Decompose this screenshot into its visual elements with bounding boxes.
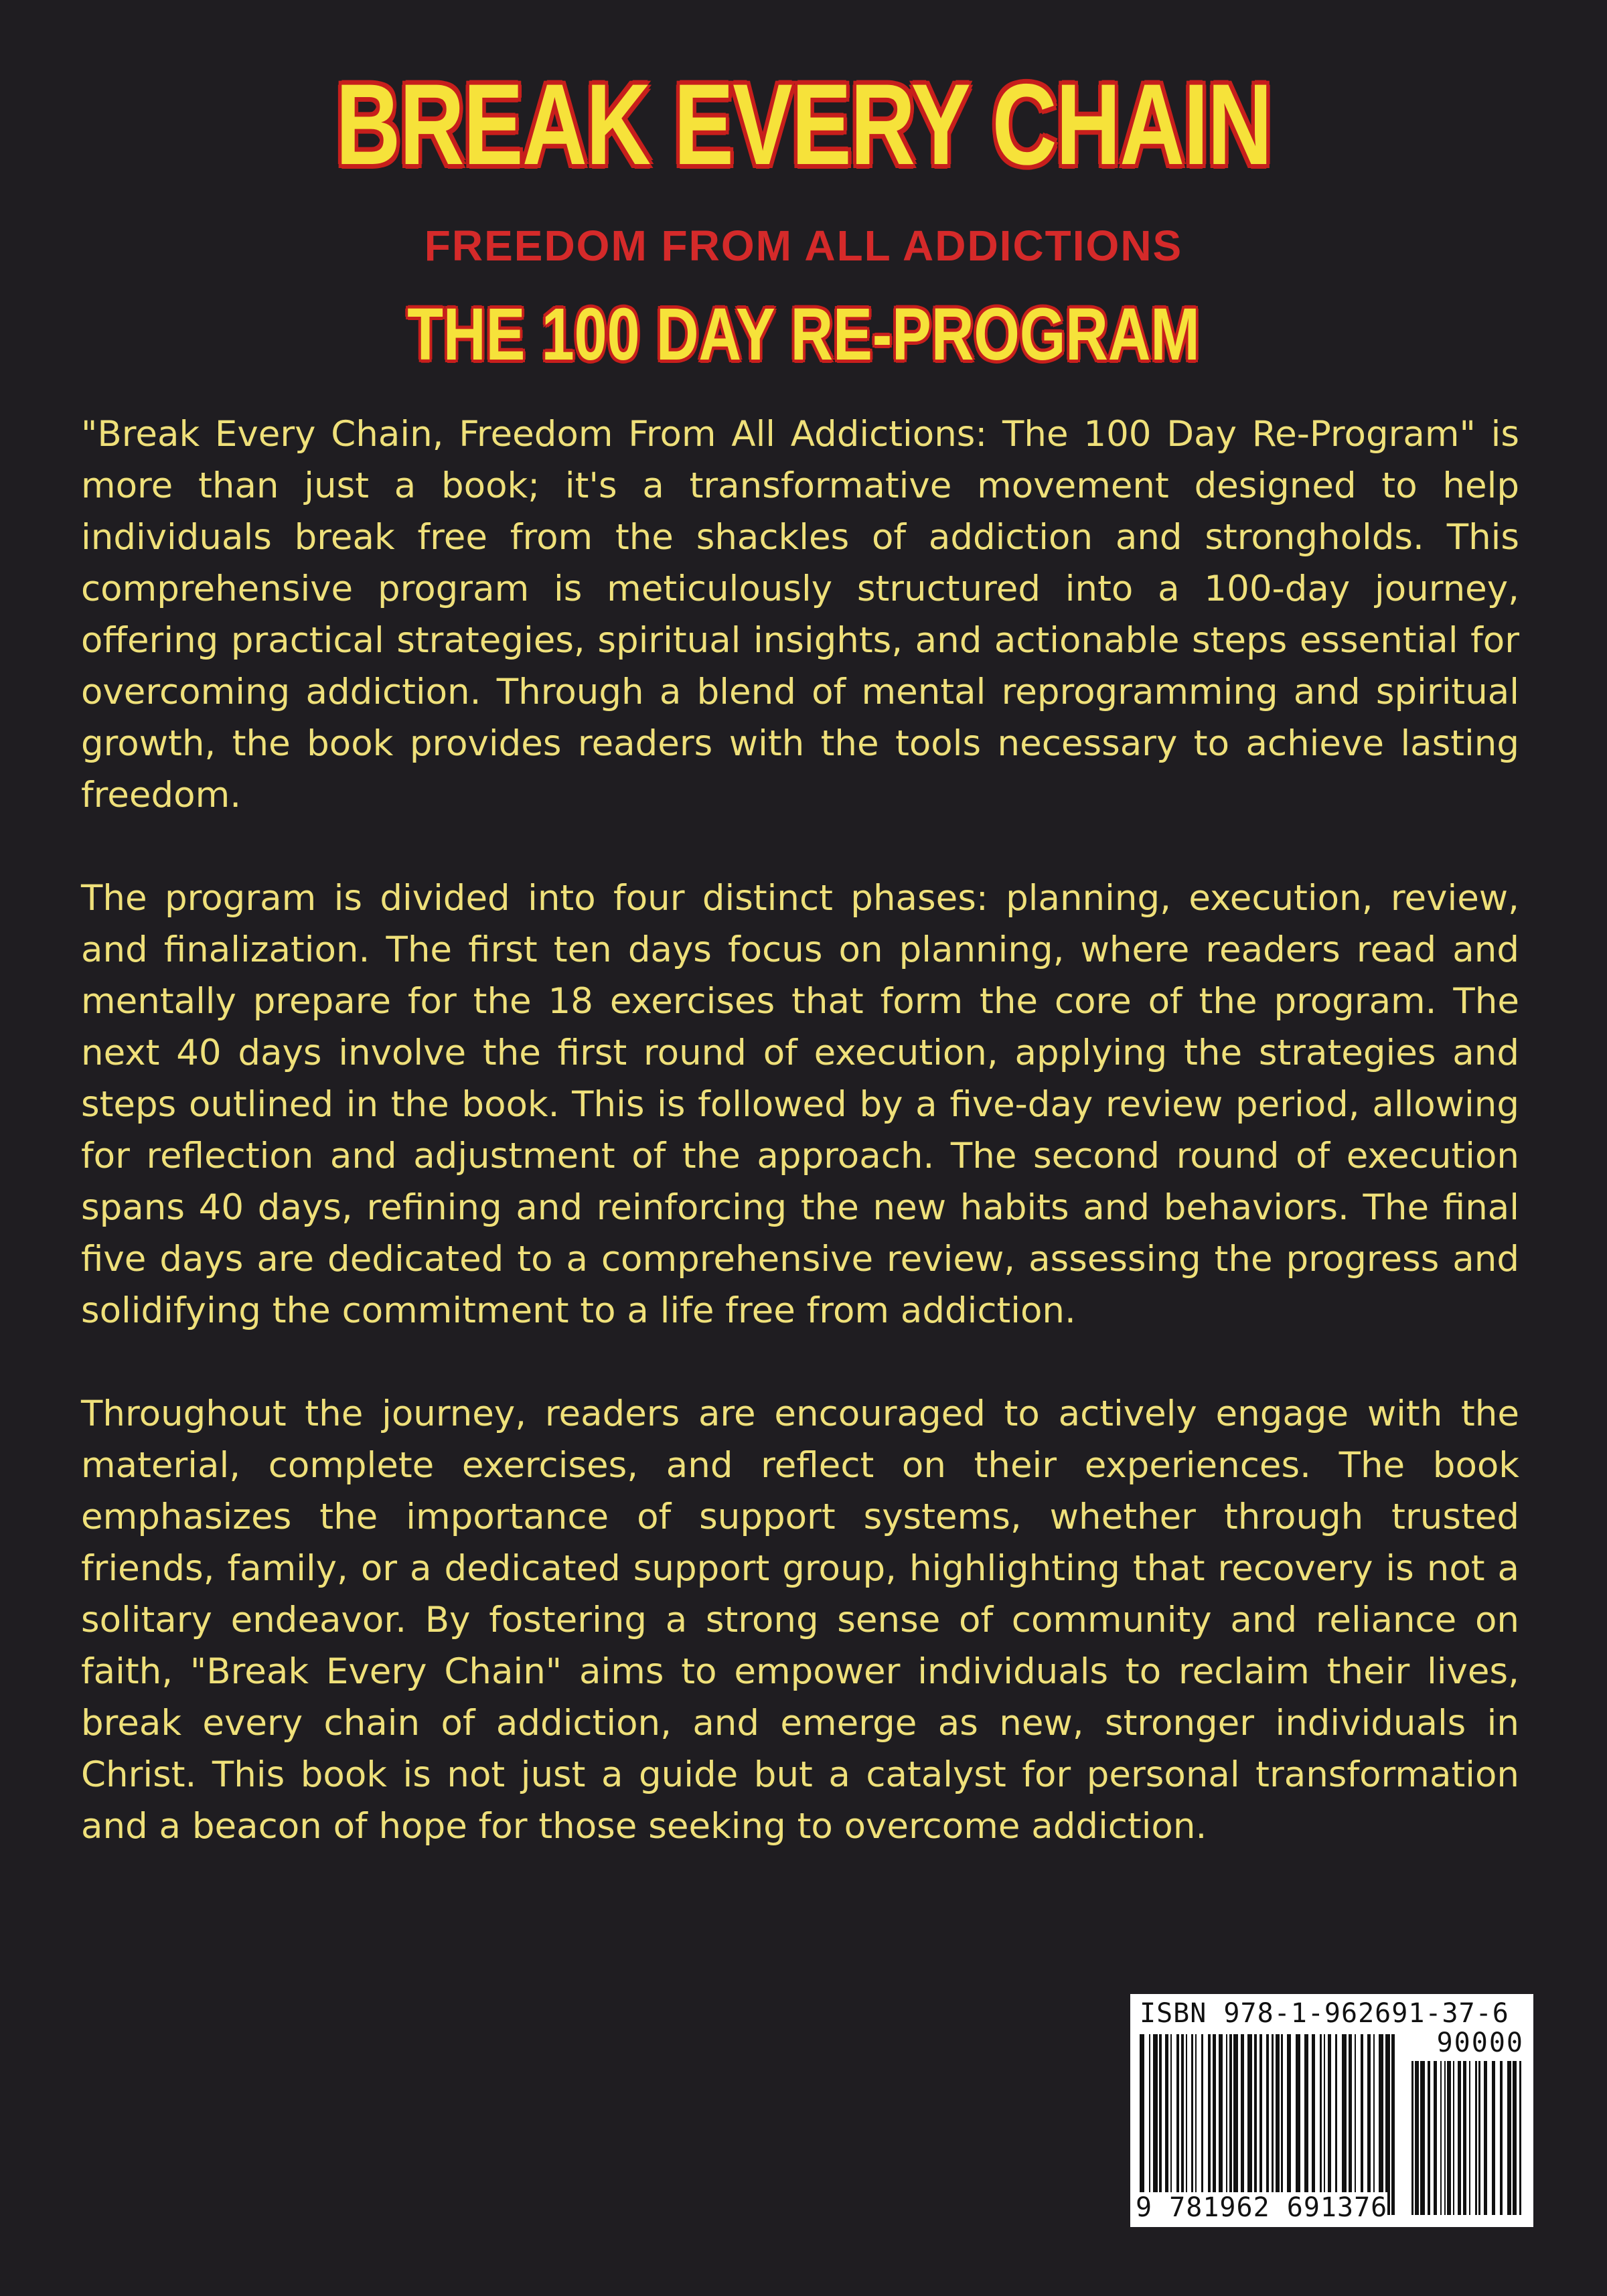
- barcode-bar: [1312, 2034, 1315, 2215]
- description-paragraph: The program is divided into four distinct phases: planning, execution, review, and finalization. The first ten days focus on planning, where readers read and mentally prepare for the 18 exercises that form the core of the program. The next 40 days involve the first round of execution, applying the strategies and steps outlined in the book. This is followed by a five-day review period, allowing for reflection and adjustment of the approach. The second round of execution spans 40 days, refining and reinforcing the new habits and behaviors. The final five days are dedicated to a comprehensive review, assessing the progress and solidifying the commitment to a life free from addiction.: [81, 878, 1519, 1331]
- barcode-bar: [1415, 2061, 1419, 2215]
- barcode-bar: [1391, 2034, 1395, 2215]
- barcode-bar: [1335, 2034, 1337, 2215]
- price-code: 90000: [1436, 2027, 1524, 2058]
- barcode-bar: [1447, 2061, 1451, 2215]
- barcode-bar: [1492, 2061, 1495, 2215]
- barcode-bar: [1361, 2034, 1363, 2215]
- barcode-bar: [1453, 2061, 1454, 2215]
- barcode-bar: [1213, 2034, 1216, 2215]
- barcode-bar: [1165, 2034, 1168, 2215]
- barcode-bar: [1513, 2061, 1517, 2215]
- barcode-bar: [1181, 2034, 1184, 2215]
- barcode-bar: [1463, 2061, 1466, 2215]
- barcode-bar: [1434, 2061, 1437, 2215]
- barcode-bar: [1254, 2034, 1257, 2215]
- barcode-bar: [1247, 2034, 1252, 2215]
- barcode-bar: [1195, 2034, 1197, 2215]
- barcode-bar: [1176, 2034, 1179, 2215]
- barcode-bar: [1420, 2061, 1425, 2215]
- barcode-bar: [1385, 2034, 1390, 2215]
- barcode-bar: [1478, 2061, 1480, 2215]
- barcode-bar: [1320, 2034, 1322, 2215]
- barcode-bar: [1519, 2061, 1521, 2215]
- barcode-bar: [1287, 2034, 1291, 2215]
- barcode-bar: [1259, 2034, 1262, 2215]
- barcode-bar: [1507, 2061, 1511, 2215]
- barcode-bar: [1186, 2034, 1187, 2215]
- barcode-bar: [1159, 2034, 1162, 2215]
- barcode-bar: [1170, 2034, 1172, 2215]
- barcode-bar: [1241, 2034, 1244, 2215]
- barcode-bar: [1411, 2061, 1413, 2215]
- barcode-bar: [1201, 2034, 1203, 2215]
- barcode-bar: [1440, 2061, 1442, 2215]
- barcode-bar: [1296, 2034, 1300, 2215]
- barcode-bar: [1233, 2034, 1238, 2215]
- book-title: BREAK EVERY CHAIN: [335, 60, 1272, 189]
- barcode-bar: [1484, 2061, 1487, 2215]
- description: [81, 408, 1519, 1904]
- book-subtitle: FREEDOM FROM ALL ADDICTIONS: [424, 222, 1183, 270]
- barcode-bar: [1153, 2034, 1158, 2215]
- book-tagline: THE 100 DAY RE-PROGRAM: [407, 293, 1200, 376]
- isbn-barcode-box: [1130, 1994, 1533, 2227]
- barcode-bar: [1500, 2061, 1503, 2215]
- barcode-bar: [1191, 2034, 1193, 2215]
- barcode-bar: [1140, 2034, 1144, 2215]
- barcode-bar: [1349, 2034, 1352, 2215]
- barcode-bar: [1219, 2034, 1223, 2215]
- barcode-bar: [1475, 2061, 1477, 2215]
- barcode-bar: [1444, 2061, 1446, 2215]
- ean-digits: 9 781962 691376: [1136, 2192, 1388, 2223]
- barcode-bar: [1276, 2034, 1280, 2215]
- isbn-label: ISBN 978-1-962691-37-6: [1140, 1998, 1509, 2029]
- barcode-bar: [1149, 2034, 1150, 2215]
- barcode-bar: [1469, 2061, 1470, 2215]
- barcode-bar: [1379, 2034, 1383, 2215]
- barcode-bar: [1373, 2034, 1375, 2215]
- barcode-bar: [1328, 2034, 1331, 2215]
- barcode-bar: [1226, 2034, 1227, 2215]
- barcode-bar: [1272, 2034, 1274, 2215]
- barcode-bar: [1355, 2034, 1356, 2215]
- barcode-bar: [1428, 2061, 1430, 2215]
- barcode-bar: [1304, 2034, 1308, 2215]
- description-paragraph: Throughout the journey, readers are encouraged to actively engage with the material, complete exercises, and reflect on their experiences. The book emphasizes the importance of support systems, whether through trusted friends, family, or a dedicated support group, highlighting that recovery is not a solitary endeavor. By fostering a strong sense of community and reliance on faith, "Break Every Chain" aims to empower individuals to reclaim their lives, break every chain of addiction, and emerge as new, stronger individuals in Christ. This book is not just a guide but a catalyst for personal transformation and a beacon of hope for those seeking to overcome addiction.: [81, 1393, 1519, 1847]
- barcode-bar: [1208, 2034, 1211, 2215]
- barcode-bar: [1458, 2061, 1461, 2215]
- barcode-bar: [1281, 2034, 1283, 2215]
- barcode-bar: [1342, 2034, 1347, 2215]
- barcode-bar: [1367, 2034, 1371, 2215]
- barcode-bar: [1324, 2034, 1325, 2215]
- barcode-bar: [1266, 2034, 1269, 2215]
- barcode-bar: [1229, 2034, 1232, 2215]
- description-paragraph: "Break Every Chain, Freedom From All Addictions: The 100 Day Re-Program" is more than just a book; it's a transformative movement designed to help individuals break free from the shackles of addiction and strongholds. This comprehensive program is meticulously structured into a 100-day journey, offering practical strategies, spiritual insights, and actionable steps essential for overcoming addiction. Through a blend of mental reprogramming and spiritual growth, the book provides readers with the tools necessary to achieve lasting freedom.: [81, 414, 1519, 816]
